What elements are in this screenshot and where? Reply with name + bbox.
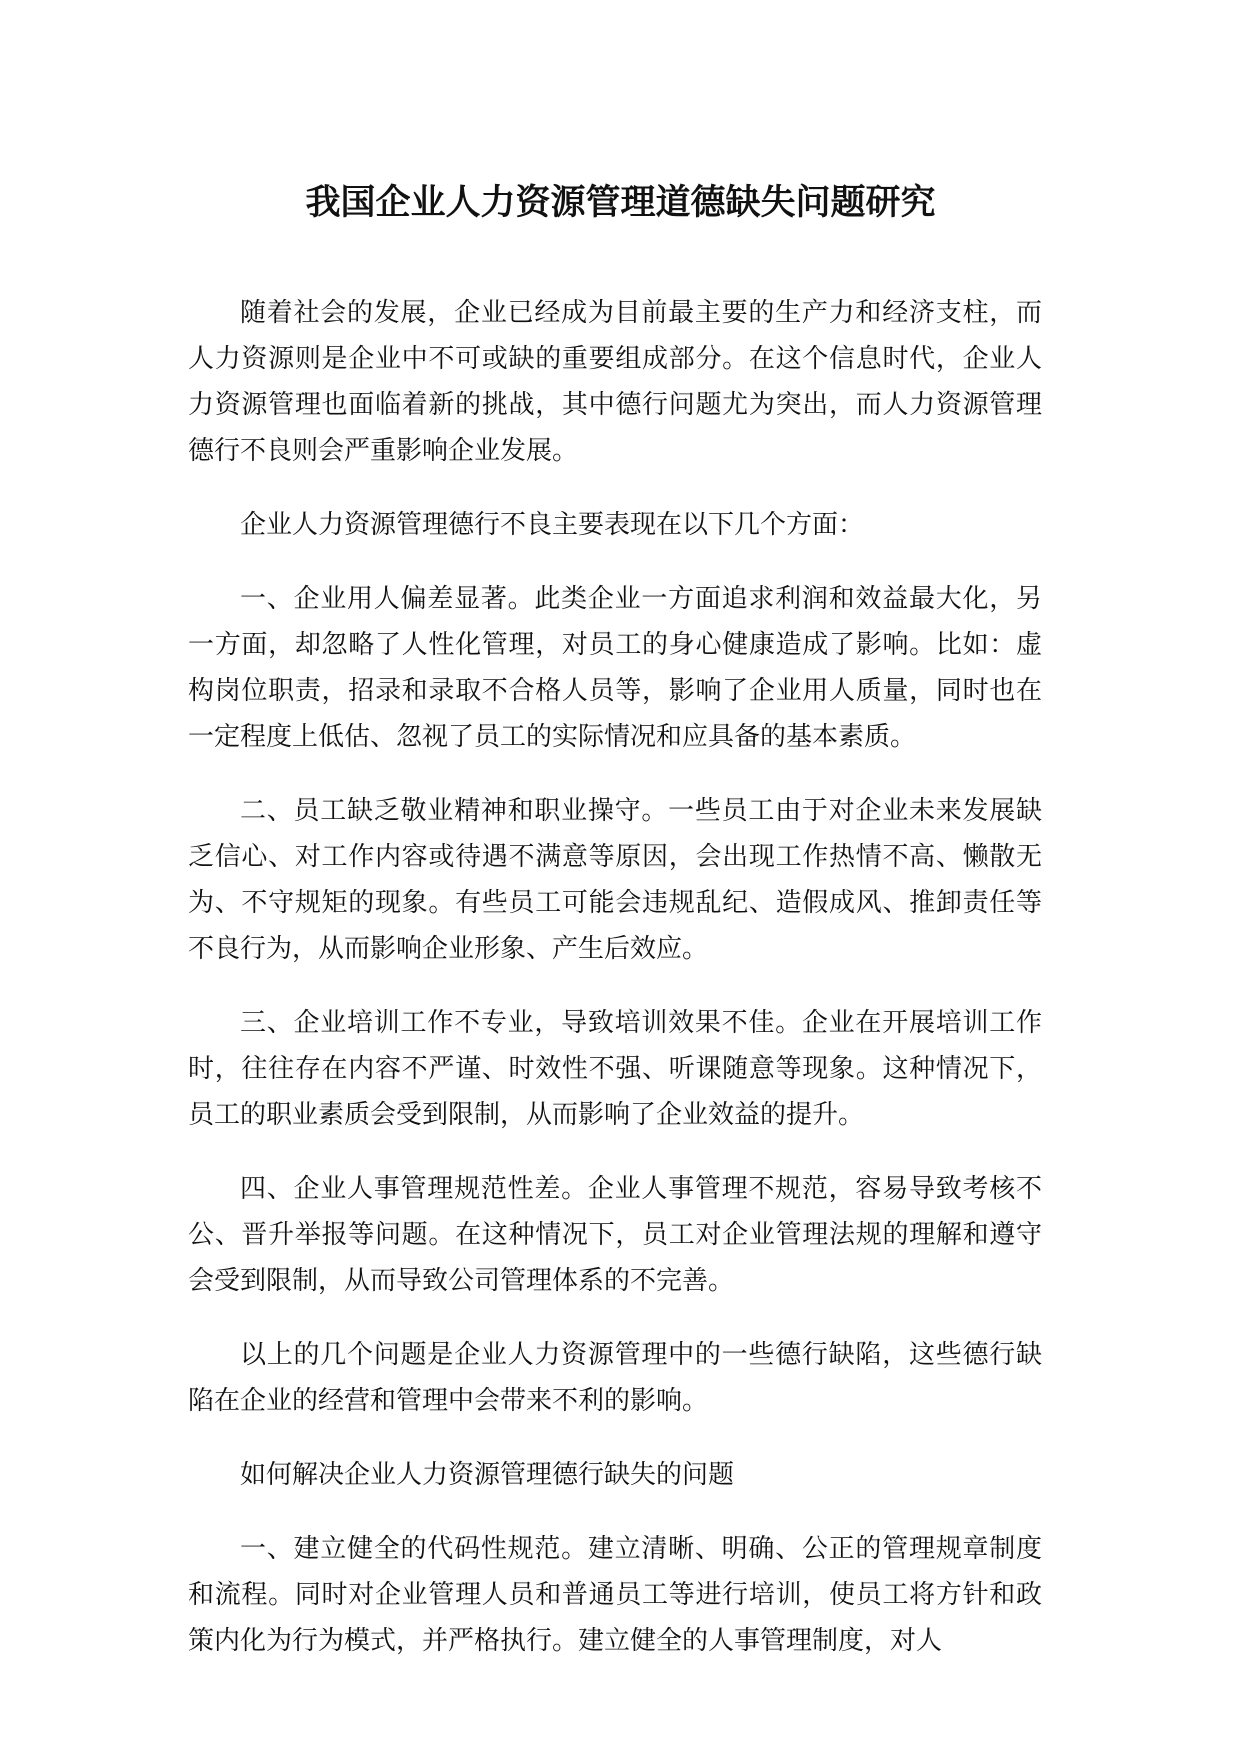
document-body <box>188 290 1042 1664</box>
paragraph-issue-4: 四、企业人事管理规范性差。企业人事管理不规范，容易导致考核不公、晋升举报等问题。在这种情况下，员工对企业管理法规的理解和遵守会受到限制，从而导致公司管理体系的不完善。 <box>188 1174 1042 1296</box>
paragraph-solution-1: 一、建立健全的代码性规范。建立清晰、明确、公正的管理规章制度和流程。同时对企业管理人员和普通员工等进行培训，使员工将方针和政策内化为行为模式，并严格执行。建立健全的人事管理制度，对人 <box>188 1534 1042 1656</box>
paragraph-issues-lead: 企业人力资源管理德行不良主要表现在以下几个方面： <box>240 510 865 540</box>
paragraph-intro: 随着社会的发展，企业已经成为目前最主要的生产力和经济支柱，而人力资源则是企业中不可或缺的重要组成部分。在这个信息时代，企业人力资源管理也面临着新的挑战，其中德行问题尤为突出，而人力资源管理德行不良则会严重影响企业发展。 <box>188 298 1042 466</box>
paragraph-issue-3: 三、企业培训工作不专业，导致培训效果不佳。企业在开展培训工作时，往往存在内容不严谨、时效性不强、听课随意等现象。这种情况下，员工的职业素质会受到限制，从而影响了企业效益的提升。 <box>188 1008 1042 1130</box>
paragraph-issues-summary: 以上的几个问题是企业人力资源管理中的一些德行缺陷，这些德行缺陷在企业的经营和管理中会带来不利的影响。 <box>188 1340 1042 1416</box>
paragraph-solutions-heading: 如何解决企业人力资源管理德行缺失的问题 <box>240 1460 735 1490</box>
paragraph-issue-1: 一、企业用人偏差显著。此类企业一方面追求利润和效益最大化，另一方面，却忽略了人性化管理，对员工的身心健康造成了影响。比如：虚构岗位职责，招录和录取不合格人员等，影响了企业用人质量，同时也在一定程度上低估、忽视了员工的实际情况和应具备的基本素质。 <box>188 584 1042 752</box>
document-title: 我国企业人力资源管理道德缺失问题研究 <box>305 183 936 223</box>
paragraph-issue-2: 二、员工缺乏敬业精神和职业操守。一些员工由于对企业未来发展缺乏信心、对工作内容或待遇不满意等原因，会出现工作热情不高、懒散无为、不守规矩的现象。有些员工可能会违规乱纪、造假成风、推卸责任等不良行为，从而影响企业形象、产生后效应。 <box>188 796 1042 964</box>
